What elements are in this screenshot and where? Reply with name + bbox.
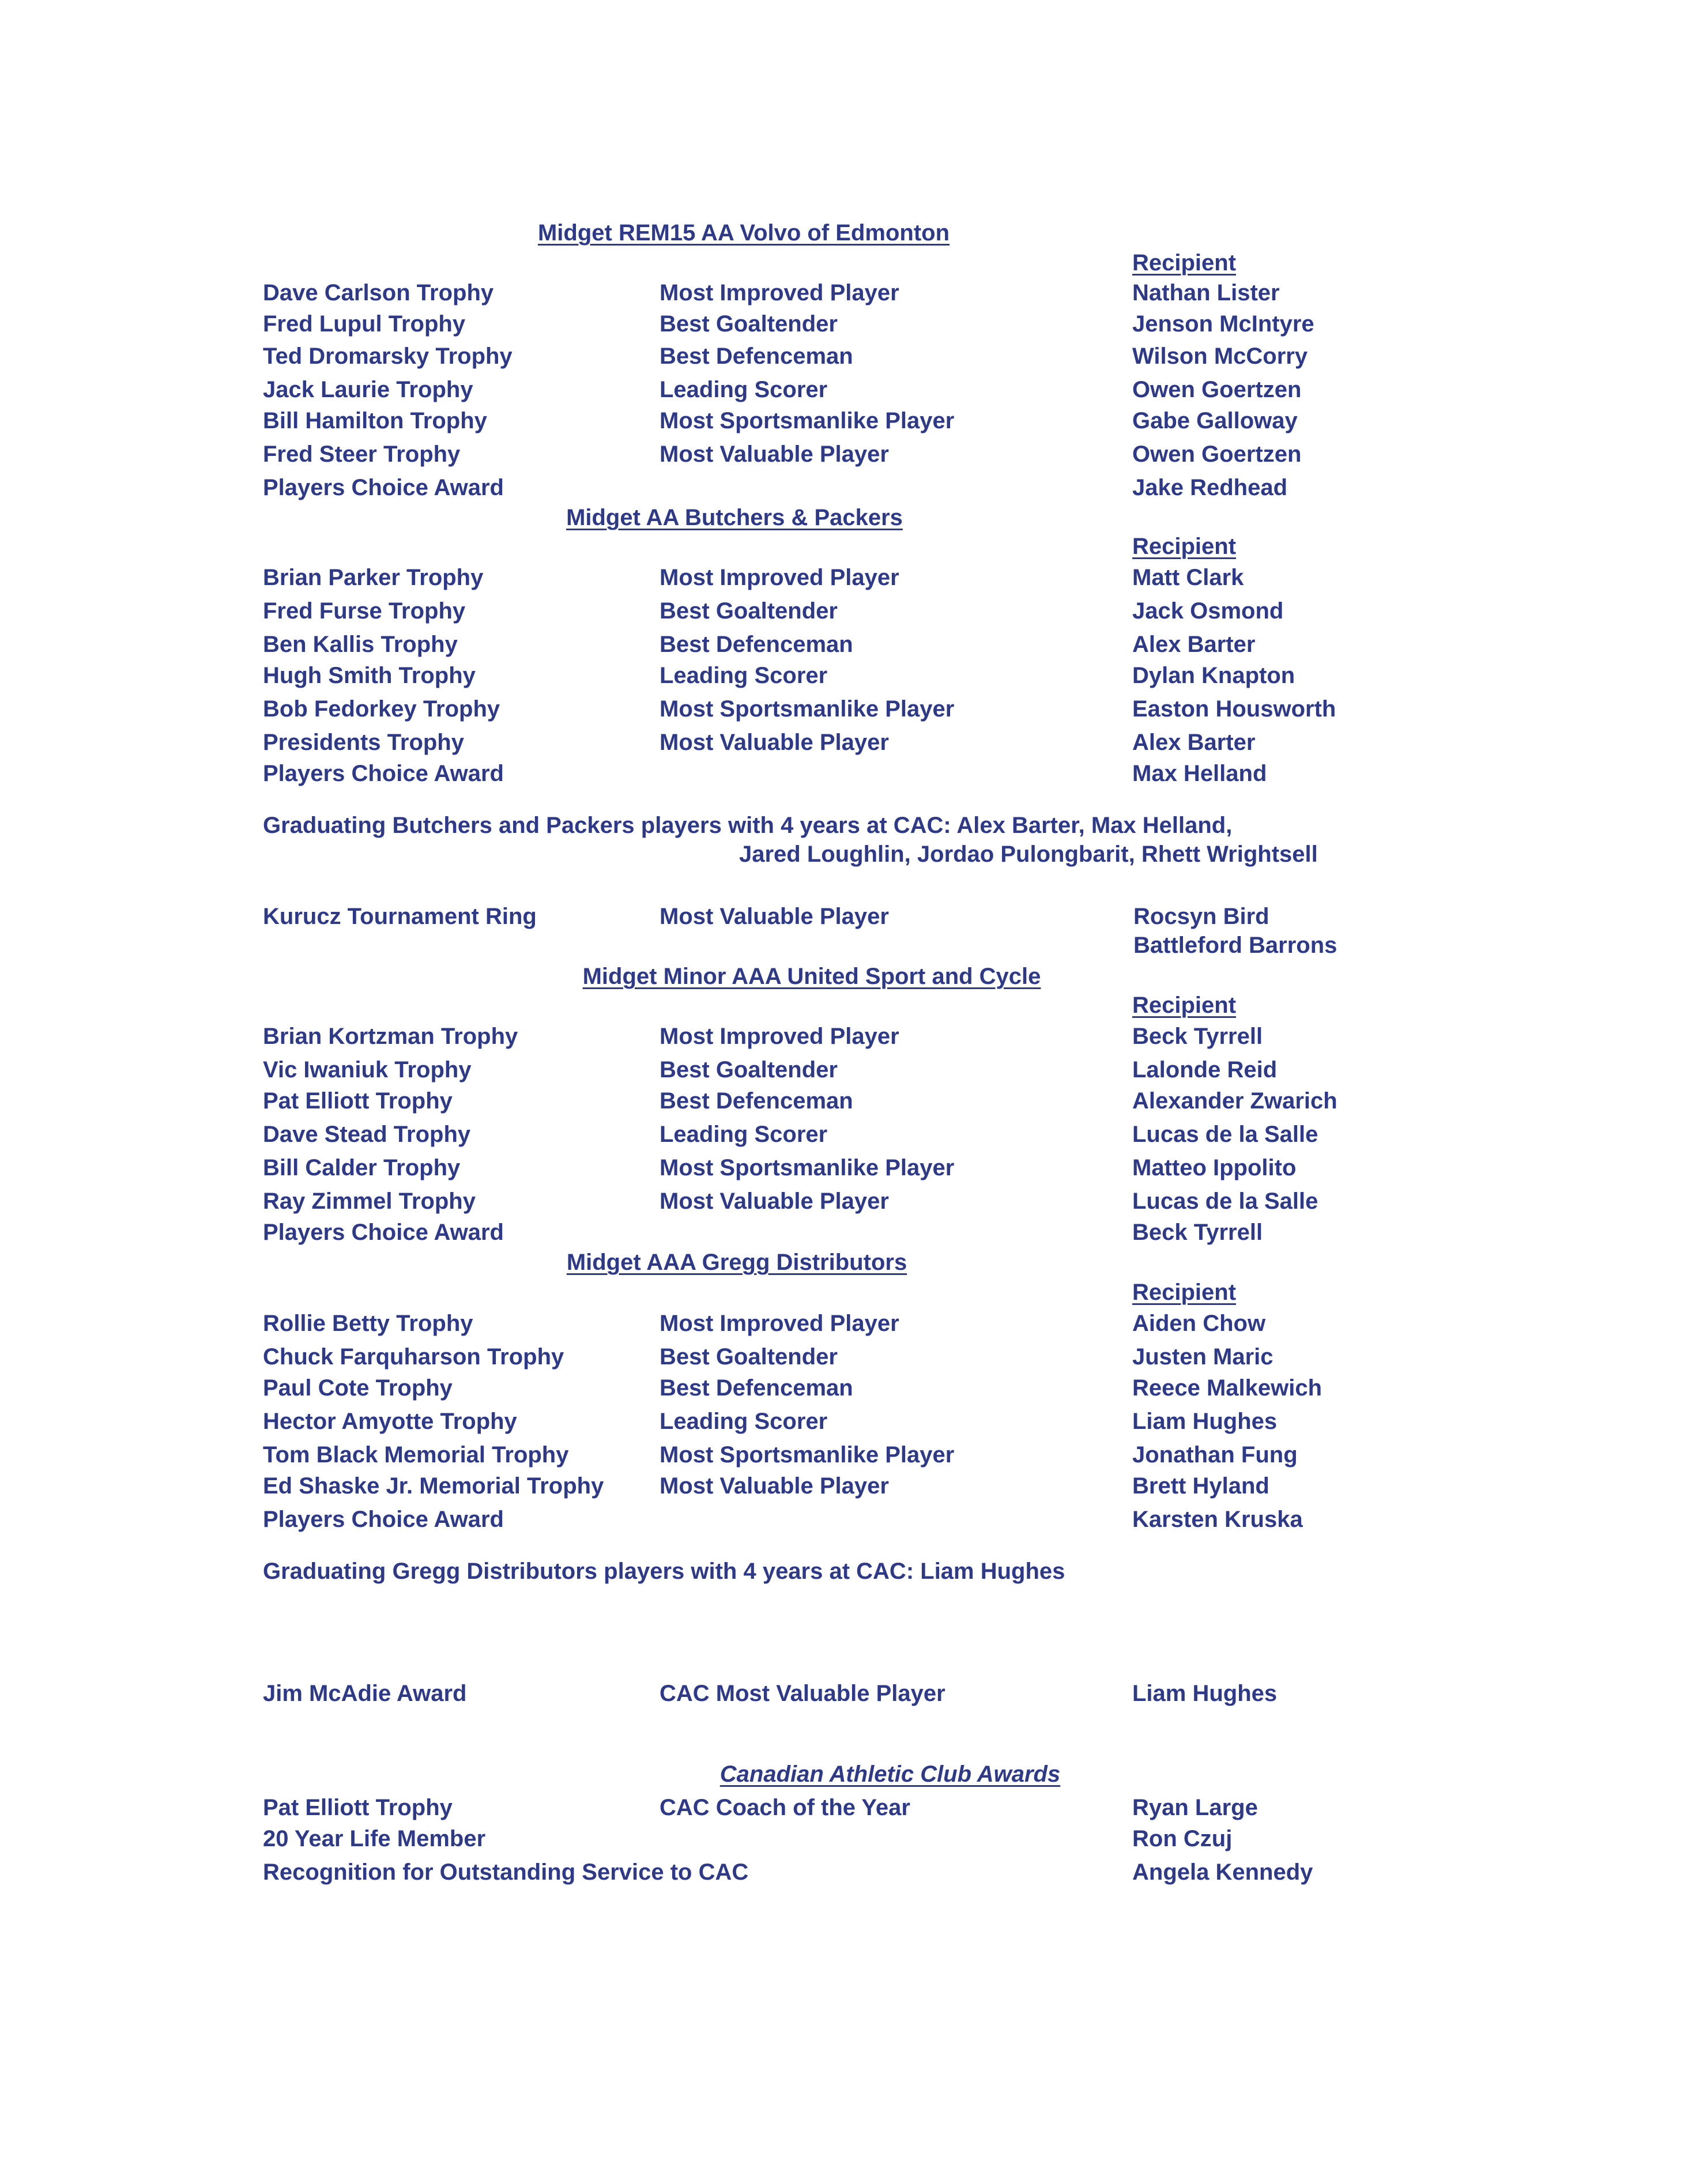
award-name: Most Sportsmanlike Player [660, 1442, 955, 1468]
section-title: Midget Minor AAA United Sport and Cycle [582, 964, 1041, 989]
trophy-name: Ted Dromarsky Trophy [263, 344, 513, 369]
section-title: Midget AAA Gregg Distributors [566, 1250, 907, 1275]
trophy-name: Players Choice Award [263, 1220, 504, 1245]
recipient-header: Recipient [1132, 1280, 1237, 1305]
recipient-name: Nathan Lister [1132, 280, 1280, 305]
tournament-team: Battleford Barrons [1133, 933, 1337, 958]
award-name: Most Sportsmanlike Player [660, 696, 955, 722]
trophy-name: Pat Elliott Trophy [263, 1795, 453, 1820]
tournament-award: Most Valuable Player [660, 904, 889, 929]
award-name: Leading Scorer [660, 1409, 828, 1434]
graduating-note-continued: Jared Loughlin, Jordao Pulongbarit, Rhett Wrightsell [739, 842, 1318, 867]
trophy-name: Rollie Betty Trophy [263, 1311, 473, 1336]
recipient-name: Jonathan Fung [1132, 1442, 1298, 1468]
recipient-name: Beck Tyrrell [1132, 1024, 1263, 1049]
recipient-name: Aiden Chow [1132, 1311, 1266, 1336]
recipient-name: Owen Goertzen [1132, 442, 1302, 467]
recipient-header: Recipient [1132, 250, 1237, 276]
section-title: Canadian Athletic Club Awards [719, 1761, 1061, 1787]
award-name: Most Improved Player [660, 1311, 899, 1336]
recipient-name: Ryan Large [1132, 1795, 1258, 1820]
trophy-name: Fred Furse Trophy [263, 598, 466, 624]
award-name: Best Goaltender [660, 1344, 838, 1370]
trophy-name: Vic Iwaniuk Trophy [263, 1057, 472, 1082]
recipient-name: Alex Barter [1132, 730, 1256, 755]
recipient-name: Jake Redhead [1132, 475, 1288, 500]
recipient-name: Jenson McIntyre [1132, 311, 1314, 337]
trophy-name: Fred Steer Trophy [263, 442, 461, 467]
recipient-name: Justen Maric [1132, 1344, 1273, 1370]
trophy-name: Players Choice Award [263, 1507, 504, 1532]
recipient-name: Alexander Zwarich [1132, 1088, 1337, 1114]
recipient-name: Brett Hyland [1132, 1473, 1269, 1499]
recipient-name: Liam Hughes [1132, 1409, 1278, 1434]
mcadie-recipient: Liam Hughes [1132, 1681, 1278, 1706]
graduating-note: Graduating Butchers and Packers players with 4 years at CAC: Alex Barter, Max Helland, [263, 813, 1233, 838]
recipient-name: Dylan Knapton [1132, 663, 1295, 688]
section-title: Midget REM15 AA Volvo of Edmonton [537, 220, 950, 246]
recipient-name: Lalonde Reid [1132, 1057, 1278, 1082]
trophy-name: Presidents Trophy [263, 730, 464, 755]
trophy-name: Hugh Smith Trophy [263, 663, 476, 688]
trophy-name: Recognition for Outstanding Service to CAC [263, 1859, 749, 1885]
graduating-note: Graduating Gregg Distributors players with 4 years at CAC: Liam Hughes [263, 1559, 1065, 1584]
tournament-recipient: Rocsyn Bird [1133, 904, 1269, 929]
recipient-name: Wilson McCorry [1132, 344, 1308, 369]
award-name: Most Sportsmanlike Player [660, 1155, 955, 1180]
recipient-name: Reece Malkewich [1132, 1375, 1322, 1401]
recipient-header: Recipient [1132, 993, 1237, 1018]
award-name: Leading Scorer [660, 1122, 828, 1147]
award-name: Most Valuable Player [660, 1473, 889, 1499]
recipient-name: Max Helland [1132, 761, 1267, 786]
award-name: Leading Scorer [660, 663, 828, 688]
recipient-name: Jack Osmond [1132, 598, 1284, 624]
recipient-header: Recipient [1132, 534, 1237, 559]
trophy-name: Bill Calder Trophy [263, 1155, 461, 1180]
trophy-name: Pat Elliott Trophy [263, 1088, 453, 1114]
section-title: Midget AA Butchers & Packers [566, 505, 903, 530]
trophy-name: Players Choice Award [263, 475, 504, 500]
recipient-name: Lucas de la Salle [1132, 1122, 1318, 1147]
recipient-name: Alex Barter [1132, 632, 1256, 657]
recipient-name: Lucas de la Salle [1132, 1189, 1318, 1214]
award-name: Most Valuable Player [660, 730, 889, 755]
trophy-name: Players Choice Award [263, 761, 504, 786]
award-name: Most Improved Player [660, 565, 899, 590]
trophy-name: Chuck Farquharson Trophy [263, 1344, 564, 1370]
trophy-name: Jack Laurie Trophy [263, 377, 473, 402]
recipient-name: Owen Goertzen [1132, 377, 1302, 402]
award-name: Most Valuable Player [660, 1189, 889, 1214]
trophy-name: Dave Stead Trophy [263, 1122, 471, 1147]
trophy-name: Brian Parker Trophy [263, 565, 484, 590]
tournament-trophy: Kurucz Tournament Ring [263, 904, 537, 929]
recipient-name: Beck Tyrrell [1132, 1220, 1263, 1245]
mcadie-trophy: Jim McAdie Award [263, 1681, 467, 1706]
recipient-name: Ron Czuj [1132, 1826, 1233, 1851]
trophy-name: Paul Cote Trophy [263, 1375, 453, 1401]
trophy-name: Ray Zimmel Trophy [263, 1189, 476, 1214]
award-name: Best Defenceman [660, 344, 853, 369]
award-name: Leading Scorer [660, 377, 828, 402]
recipient-name: Angela Kennedy [1132, 1859, 1313, 1885]
trophy-name: Bill Hamilton Trophy [263, 408, 487, 433]
award-name: Best Defenceman [660, 632, 853, 657]
trophy-name: Tom Black Memorial Trophy [263, 1442, 569, 1468]
award-name: Most Improved Player [660, 280, 899, 305]
award-name: Best Goaltender [660, 598, 838, 624]
trophy-name: Bob Fedorkey Trophy [263, 696, 500, 722]
recipient-name: Matteo Ippolito [1132, 1155, 1297, 1180]
award-name: Most Improved Player [660, 1024, 899, 1049]
award-name: Best Goaltender [660, 1057, 838, 1082]
trophy-name: Ed Shaske Jr. Memorial Trophy [263, 1473, 604, 1499]
recipient-name: Matt Clark [1132, 565, 1244, 590]
award-name: Most Sportsmanlike Player [660, 408, 955, 433]
award-name: Most Valuable Player [660, 442, 889, 467]
trophy-name: Ben Kallis Trophy [263, 632, 458, 657]
award-name: Best Defenceman [660, 1088, 853, 1114]
trophy-name: 20 Year Life Member [263, 1826, 486, 1851]
trophy-name: Fred Lupul Trophy [263, 311, 466, 337]
recipient-name: Gabe Galloway [1132, 408, 1298, 433]
award-name: CAC Coach of the Year [660, 1795, 910, 1820]
award-name: Best Defenceman [660, 1375, 853, 1401]
trophy-name: Brian Kortzman Trophy [263, 1024, 518, 1049]
recipient-name: Karsten Kruska [1132, 1507, 1303, 1532]
award-name: Best Goaltender [660, 311, 838, 337]
trophy-name: Dave Carlson Trophy [263, 280, 494, 305]
recipient-name: Easton Housworth [1132, 696, 1336, 722]
trophy-name: Hector Amyotte Trophy [263, 1409, 517, 1434]
mcadie-award: CAC Most Valuable Player [660, 1681, 945, 1706]
